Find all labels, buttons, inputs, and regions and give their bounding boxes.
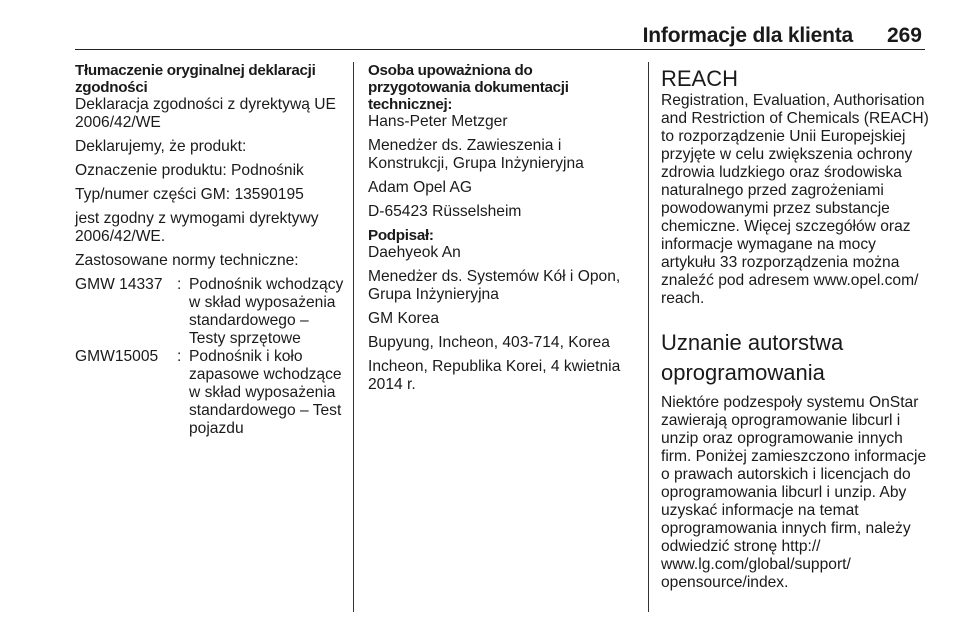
column-divider-1 xyxy=(353,62,354,612)
standards-list xyxy=(75,276,347,438)
standard-description: Podnośnik wchodzący w skład wyposażenia standardowego – Testy sprzętowe xyxy=(189,276,344,347)
declaration-directive: Deklaracja zgodności z dyrektywą UE 2006/42/WE xyxy=(75,96,336,131)
software-attribution-text: Niektóre podzespoły systemu OnStar zawierają oprogramowanie libcurl i unzip oraz oprogramowanie innych firm. Poniżej zamieszczono informacje o prawach autorskich i licencjach do oprogramowania libcurl i unzip. Aby uzyskać informacje na temat oprogramowania innych firm, należy odwiedzić stronę http:// www.lg.com/global/support/ opensource/index. xyxy=(661,394,927,591)
signatory-address: Bupyung, Incheon, 403-714, Korea xyxy=(368,334,610,351)
conformity-statement: jest zgodny z wymogami dyrektywy 2006/42/WE. xyxy=(75,210,319,245)
signatory-company: GM Korea xyxy=(368,310,440,327)
signatory-role: Menedżer ds. Systemów Kół i Opon, Grupa Inżynieryjna xyxy=(368,268,621,303)
column-declaration xyxy=(75,62,347,438)
page-header-title: Informacje dla klienta xyxy=(642,24,853,47)
standards-intro: Zastosowane normy techniczne: xyxy=(75,252,299,269)
signing-place-date: Incheon, Republika Korei, 4 kwietnia 2014 r. xyxy=(368,358,621,393)
page-header xyxy=(75,0,925,50)
standard-code: GMW15005 xyxy=(75,348,159,365)
column-signatories xyxy=(368,62,638,394)
reach-text: Registration, Evaluation, Authorisation and Restriction of Chemicals (REACH) to rozporządzenie Unii Europejskiej przyjęte w celu zwiększenia ochrony zdrowia ludzkiego oraz środowiska naturalnego przed zagrożeniami powodowanymi przez substancje chemiczne. Więcej szczegółów oraz informacje wymagane na mocy artykułu 33 rozporządzenia można znaleźć pod adresem www.opel.com/ reach. xyxy=(661,92,929,307)
product-designation: Oznaczenie produktu: Podnośnik xyxy=(75,162,304,179)
column-divider-2 xyxy=(648,62,649,612)
authorized-person-city: D-65423 Rüsselsheim xyxy=(368,203,522,220)
signed-by-heading: Podpisał: xyxy=(368,227,434,244)
part-number: Typ/numer części GM: 13590195 xyxy=(75,186,304,203)
authorized-person-name: Hans-Peter Metzger xyxy=(368,113,508,130)
standard-separator: : xyxy=(177,348,182,365)
column-reach-software xyxy=(661,62,931,592)
authorized-person-heading: Osoba upoważniona do przygotowania dokumentacji technicznej: xyxy=(368,62,569,113)
software-attribution-heading: Uznanie autorstwa oprogramowania xyxy=(661,330,844,385)
reach-heading: REACH xyxy=(661,66,739,91)
standard-separator: : xyxy=(177,276,182,293)
declaration-heading: Tłumaczenie oryginalnej deklaracji zgodności xyxy=(75,62,316,96)
authorized-person-role: Menedżer ds. Zawieszenia i Konstrukcji, Grupa Inżynieryjna xyxy=(368,137,584,172)
standard-description: Podnośnik i koło zapasowe wchodzące w skład wyposażenia standardowego – Test pojazdu xyxy=(189,348,342,437)
signatory-name: Daehyeok An xyxy=(368,244,461,261)
standard-row xyxy=(75,276,347,348)
declaration-intro: Deklarujemy, że produkt: xyxy=(75,138,247,155)
authorized-person-company: Adam Opel AG xyxy=(368,179,473,196)
page-number: 269 xyxy=(886,24,922,47)
standard-code: GMW 14337 xyxy=(75,276,163,293)
standard-row xyxy=(75,348,347,438)
